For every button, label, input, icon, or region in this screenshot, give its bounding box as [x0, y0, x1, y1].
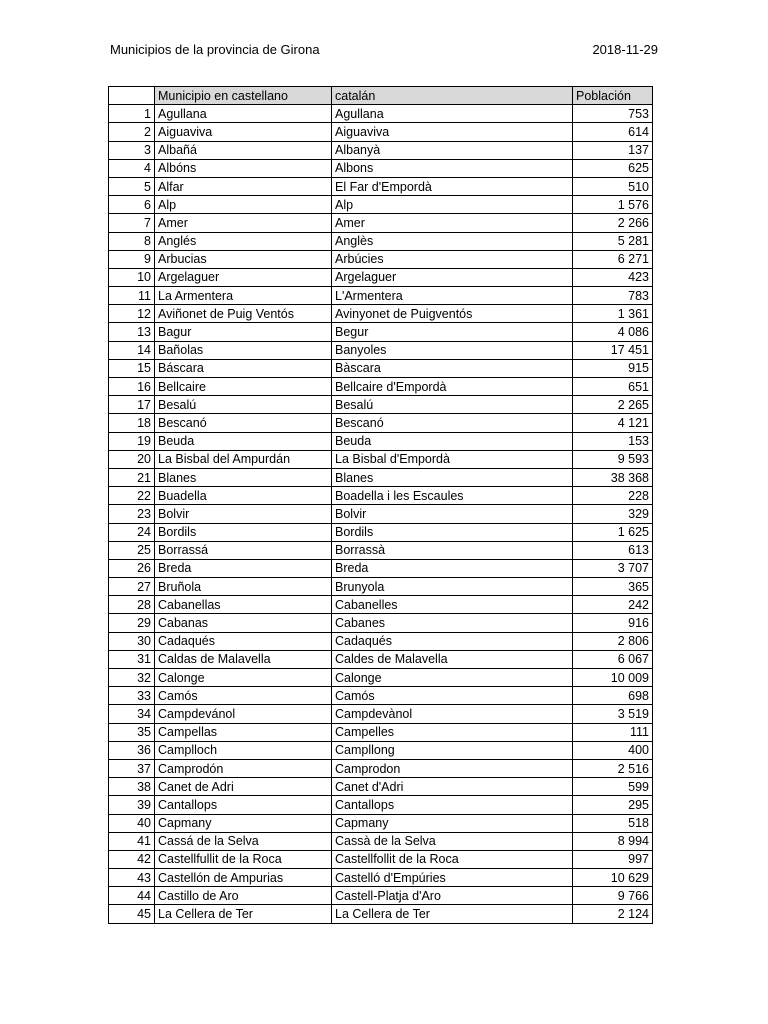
table-row — [109, 468, 653, 486]
cell-castellano: Borrassá — [155, 541, 332, 559]
cell-index: 42 — [109, 850, 155, 868]
cell-index: 45 — [109, 905, 155, 923]
cell-catalan: Campdevànol — [332, 705, 573, 723]
cell-poblacion: 9 593 — [573, 450, 653, 468]
cell-catalan: Besalú — [332, 396, 573, 414]
cell-index: 2 — [109, 123, 155, 141]
cell-castellano: Canet de Adri — [155, 778, 332, 796]
cell-poblacion: 38 368 — [573, 468, 653, 486]
table-row — [109, 105, 653, 123]
cell-poblacion: 2 124 — [573, 905, 653, 923]
cell-catalan: Campelles — [332, 723, 573, 741]
cell-castellano: Campellas — [155, 723, 332, 741]
table-row — [109, 723, 653, 741]
cell-poblacion: 6 271 — [573, 250, 653, 268]
cell-catalan: L'Armentera — [332, 287, 573, 305]
table-row — [109, 687, 653, 705]
table-row — [109, 359, 653, 377]
cell-poblacion: 3 519 — [573, 705, 653, 723]
cell-poblacion: 4 121 — [573, 414, 653, 432]
table-row — [109, 759, 653, 777]
cell-castellano: Anglés — [155, 232, 332, 250]
table-row — [109, 832, 653, 850]
cell-poblacion: 8 994 — [573, 832, 653, 850]
cell-castellano: Báscara — [155, 359, 332, 377]
cell-castellano: Bruñola — [155, 578, 332, 596]
table-row — [109, 323, 653, 341]
cell-index: 7 — [109, 214, 155, 232]
cell-poblacion: 916 — [573, 614, 653, 632]
cell-index: 37 — [109, 759, 155, 777]
cell-poblacion: 400 — [573, 741, 653, 759]
cell-index: 15 — [109, 359, 155, 377]
cell-poblacion: 625 — [573, 159, 653, 177]
cell-catalan: Cabanes — [332, 614, 573, 632]
table-row — [109, 305, 653, 323]
table-row — [109, 559, 653, 577]
table-row — [109, 614, 653, 632]
cell-poblacion: 783 — [573, 287, 653, 305]
cell-catalan: Borrassà — [332, 541, 573, 559]
table-row — [109, 268, 653, 286]
cell-catalan: Beuda — [332, 432, 573, 450]
cell-castellano: La Cellera de Ter — [155, 905, 332, 923]
table-row — [109, 596, 653, 614]
cell-poblacion: 17 451 — [573, 341, 653, 359]
cell-index: 27 — [109, 578, 155, 596]
table-row — [109, 396, 653, 414]
cell-catalan: Castellfollit de la Roca — [332, 850, 573, 868]
page-header — [110, 42, 658, 60]
cell-poblacion: 2 265 — [573, 396, 653, 414]
table-row — [109, 232, 653, 250]
cell-poblacion: 3 707 — [573, 559, 653, 577]
cell-poblacion: 295 — [573, 796, 653, 814]
table-row — [109, 814, 653, 832]
table-row — [109, 123, 653, 141]
cell-castellano: Bescanó — [155, 414, 332, 432]
cell-index: 24 — [109, 523, 155, 541]
cell-index: 12 — [109, 305, 155, 323]
cell-poblacion: 997 — [573, 850, 653, 868]
table-row — [109, 414, 653, 432]
cell-castellano: Camplloch — [155, 741, 332, 759]
municipalities-table — [108, 86, 653, 924]
cell-castellano: Castellón de Ampurias — [155, 869, 332, 887]
column-header-index — [109, 87, 155, 105]
cell-poblacion: 2 516 — [573, 759, 653, 777]
cell-catalan: Amer — [332, 214, 573, 232]
cell-index: 43 — [109, 869, 155, 887]
table-row — [109, 287, 653, 305]
cell-catalan: Albons — [332, 159, 573, 177]
cell-catalan: Bescanó — [332, 414, 573, 432]
cell-index: 10 — [109, 268, 155, 286]
cell-poblacion: 242 — [573, 596, 653, 614]
cell-castellano: Albañá — [155, 141, 332, 159]
cell-index: 3 — [109, 141, 155, 159]
cell-poblacion: 510 — [573, 177, 653, 195]
table-row — [109, 523, 653, 541]
cell-castellano: Caldas de Malavella — [155, 650, 332, 668]
cell-poblacion: 4 086 — [573, 323, 653, 341]
cell-castellano: Bañolas — [155, 341, 332, 359]
cell-catalan: Castell-Platja d'Aro — [332, 887, 573, 905]
cell-castellano: Beuda — [155, 432, 332, 450]
cell-catalan: Capmany — [332, 814, 573, 832]
table-body — [109, 105, 653, 923]
cell-castellano: Capmany — [155, 814, 332, 832]
table-row — [109, 196, 653, 214]
cell-catalan: Agullana — [332, 105, 573, 123]
table-row — [109, 250, 653, 268]
cell-index: 11 — [109, 287, 155, 305]
cell-poblacion: 153 — [573, 432, 653, 450]
table-row — [109, 669, 653, 687]
cell-index: 1 — [109, 105, 155, 123]
table-row — [109, 796, 653, 814]
cell-poblacion: 614 — [573, 123, 653, 141]
cell-poblacion: 423 — [573, 268, 653, 286]
cell-index: 30 — [109, 632, 155, 650]
table-row — [109, 505, 653, 523]
cell-castellano: Alfar — [155, 177, 332, 195]
cell-index: 23 — [109, 505, 155, 523]
cell-poblacion: 915 — [573, 359, 653, 377]
table-row — [109, 487, 653, 505]
cell-index: 39 — [109, 796, 155, 814]
cell-castellano: Argelaguer — [155, 268, 332, 286]
cell-castellano: Bordils — [155, 523, 332, 541]
table-row — [109, 141, 653, 159]
cell-poblacion: 329 — [573, 505, 653, 523]
cell-catalan: Caldes de Malavella — [332, 650, 573, 668]
cell-castellano: Camós — [155, 687, 332, 705]
cell-index: 34 — [109, 705, 155, 723]
cell-catalan: Alp — [332, 196, 573, 214]
cell-index: 17 — [109, 396, 155, 414]
cell-poblacion: 111 — [573, 723, 653, 741]
cell-poblacion: 1 576 — [573, 196, 653, 214]
cell-castellano: Besalú — [155, 396, 332, 414]
cell-catalan: Calonge — [332, 669, 573, 687]
cell-index: 18 — [109, 414, 155, 432]
cell-catalan: Camprodon — [332, 759, 573, 777]
cell-catalan: Bàscara — [332, 359, 573, 377]
table-row — [109, 578, 653, 596]
cell-poblacion: 518 — [573, 814, 653, 832]
cell-catalan: Cadaqués — [332, 632, 573, 650]
cell-castellano: Buadella — [155, 487, 332, 505]
cell-catalan: Cantallops — [332, 796, 573, 814]
cell-index: 9 — [109, 250, 155, 268]
cell-castellano: Cadaqués — [155, 632, 332, 650]
table-row — [109, 450, 653, 468]
table-row — [109, 341, 653, 359]
table-row — [109, 887, 653, 905]
cell-catalan: Aiguaviva — [332, 123, 573, 141]
cell-castellano: Cassá de la Selva — [155, 832, 332, 850]
cell-index: 41 — [109, 832, 155, 850]
cell-index: 4 — [109, 159, 155, 177]
cell-catalan: Anglès — [332, 232, 573, 250]
column-header-catalan: catalán — [332, 87, 573, 105]
cell-castellano: Aviñonet de Puig Ventós — [155, 305, 332, 323]
cell-castellano: Cabanellas — [155, 596, 332, 614]
cell-poblacion: 5 281 — [573, 232, 653, 250]
table-row — [109, 378, 653, 396]
cell-castellano: Alp — [155, 196, 332, 214]
column-header-poblacion: Población — [573, 87, 653, 105]
page-title: Municipios de la provincia de Girona — [110, 42, 320, 57]
cell-poblacion: 9 766 — [573, 887, 653, 905]
cell-index: 25 — [109, 541, 155, 559]
cell-castellano: Aiguaviva — [155, 123, 332, 141]
table-row — [109, 541, 653, 559]
cell-catalan: Cabanelles — [332, 596, 573, 614]
cell-index: 16 — [109, 378, 155, 396]
cell-index: 8 — [109, 232, 155, 250]
cell-poblacion: 6 067 — [573, 650, 653, 668]
cell-castellano: Cabanas — [155, 614, 332, 632]
table-row — [109, 778, 653, 796]
table-row — [109, 632, 653, 650]
cell-index: 14 — [109, 341, 155, 359]
cell-index: 21 — [109, 468, 155, 486]
cell-index: 26 — [109, 559, 155, 577]
cell-catalan: Blanes — [332, 468, 573, 486]
page-date: 2018-11-29 — [592, 42, 658, 57]
table-row — [109, 850, 653, 868]
cell-poblacion: 1 361 — [573, 305, 653, 323]
cell-castellano: Breda — [155, 559, 332, 577]
cell-poblacion: 613 — [573, 541, 653, 559]
cell-catalan: Albanyà — [332, 141, 573, 159]
cell-index: 13 — [109, 323, 155, 341]
cell-poblacion: 137 — [573, 141, 653, 159]
cell-castellano: Amer — [155, 214, 332, 232]
cell-catalan: Bellcaire d'Empordà — [332, 378, 573, 396]
cell-index: 29 — [109, 614, 155, 632]
cell-index: 22 — [109, 487, 155, 505]
cell-poblacion: 599 — [573, 778, 653, 796]
cell-catalan: Bolvir — [332, 505, 573, 523]
cell-poblacion: 10 009 — [573, 669, 653, 687]
cell-index: 19 — [109, 432, 155, 450]
cell-poblacion: 2 266 — [573, 214, 653, 232]
table-row — [109, 214, 653, 232]
cell-castellano: La Armentera — [155, 287, 332, 305]
cell-index: 28 — [109, 596, 155, 614]
cell-catalan: Avinyonet de Puigventós — [332, 305, 573, 323]
cell-castellano: Castillo de Aro — [155, 887, 332, 905]
cell-catalan: Bordils — [332, 523, 573, 541]
cell-poblacion: 1 625 — [573, 523, 653, 541]
table-header — [109, 87, 653, 105]
cell-poblacion: 228 — [573, 487, 653, 505]
cell-catalan: El Far d'Empordà — [332, 177, 573, 195]
cell-poblacion: 698 — [573, 687, 653, 705]
cell-castellano: Bolvir — [155, 505, 332, 523]
cell-catalan: Campllong — [332, 741, 573, 759]
table-row — [109, 905, 653, 923]
table-row — [109, 741, 653, 759]
cell-poblacion: 651 — [573, 378, 653, 396]
cell-catalan: Canet d'Adri — [332, 778, 573, 796]
cell-poblacion: 365 — [573, 578, 653, 596]
cell-catalan: Breda — [332, 559, 573, 577]
table-row — [109, 177, 653, 195]
cell-index: 33 — [109, 687, 155, 705]
cell-index: 6 — [109, 196, 155, 214]
cell-catalan: Cassà de la Selva — [332, 832, 573, 850]
cell-catalan: Camós — [332, 687, 573, 705]
cell-catalan: Castelló d'Empúries — [332, 869, 573, 887]
cell-index: 44 — [109, 887, 155, 905]
cell-index: 31 — [109, 650, 155, 668]
cell-catalan: Begur — [332, 323, 573, 341]
cell-catalan: Brunyola — [332, 578, 573, 596]
cell-index: 40 — [109, 814, 155, 832]
cell-castellano: Bagur — [155, 323, 332, 341]
cell-castellano: Cantallops — [155, 796, 332, 814]
cell-catalan: La Cellera de Ter — [332, 905, 573, 923]
cell-catalan: Arbúcies — [332, 250, 573, 268]
cell-castellano: Albóns — [155, 159, 332, 177]
table-row — [109, 432, 653, 450]
table-row — [109, 705, 653, 723]
cell-index: 5 — [109, 177, 155, 195]
cell-castellano: Campdevánol — [155, 705, 332, 723]
cell-castellano: Blanes — [155, 468, 332, 486]
cell-catalan: Boadella i les Escaules — [332, 487, 573, 505]
cell-castellano: Agullana — [155, 105, 332, 123]
cell-castellano: Camprodón — [155, 759, 332, 777]
cell-index: 38 — [109, 778, 155, 796]
cell-castellano: Bellcaire — [155, 378, 332, 396]
cell-index: 35 — [109, 723, 155, 741]
cell-index: 36 — [109, 741, 155, 759]
cell-poblacion: 753 — [573, 105, 653, 123]
column-header-castellano: Municipio en castellano — [155, 87, 332, 105]
table-header-row — [109, 87, 653, 105]
table-row — [109, 650, 653, 668]
cell-catalan: Banyoles — [332, 341, 573, 359]
cell-catalan: Argelaguer — [332, 268, 573, 286]
cell-castellano: Arbucias — [155, 250, 332, 268]
table-row — [109, 159, 653, 177]
cell-catalan: La Bisbal d'Empordà — [332, 450, 573, 468]
cell-poblacion: 10 629 — [573, 869, 653, 887]
table-row — [109, 869, 653, 887]
cell-poblacion: 2 806 — [573, 632, 653, 650]
cell-castellano: Calonge — [155, 669, 332, 687]
cell-castellano: Castellfullit de la Roca — [155, 850, 332, 868]
cell-castellano: La Bisbal del Ampurdán — [155, 450, 332, 468]
cell-index: 20 — [109, 450, 155, 468]
cell-index: 32 — [109, 669, 155, 687]
